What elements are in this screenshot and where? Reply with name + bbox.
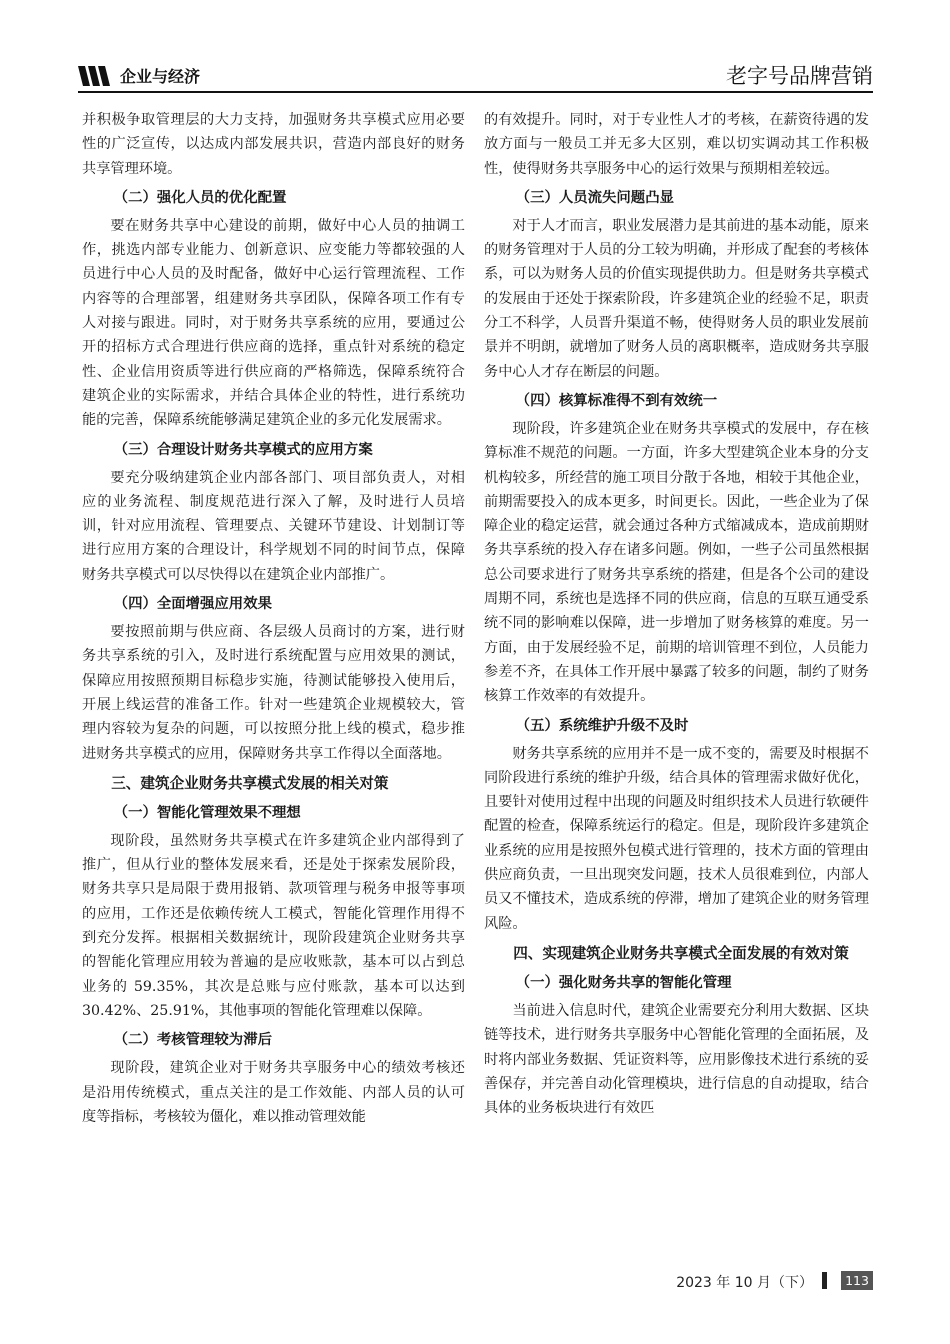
subsection-heading: （一）强化财务共享的智能化管理 [515,974,732,991]
header-rule [78,91,873,93]
subsection-heading: （四）全面增强应用效果 [113,596,272,613]
section-heading: 四、实现建筑企业财务共享模式全面发展的有效对策 [513,944,849,962]
subsection-heading: （二）强化人员的优化配置 [113,189,287,206]
subsection-heading: （三）合理设计财务共享模式的应用方案 [113,441,373,458]
paragraph: 要按照前期与供应商、各层级人员商讨的方案，进行财务共享系统的引入，及时进行系统配置与应用效果的测试，保障应用按照预期目标稳步实施，待测试能够投入使用后，开展上线运营的准备工作。针对一些建筑企业规模较大，管理内容较为复杂的问题，可以按照分批上线的模式，稳步推进财务共享模式的应用，保障财务共享工作得以全面落地。 [82,624,465,762]
left-column [82,108,465,1129]
journal-logo-bars-icon [78,66,118,86]
paragraph: 要在财务共享中心建设的前期，做好中心人员的抽调工作，挑选内部专业能力、创新意识、应变能力等都较强的人员进行中心人员的及时配备，做好中心运行管理流程、工作内容等的合理部署，组建财务共享团队，保障各项工作有专人对接与跟进。同时，对于财务共享系统的应用，要通过公开的招标方式合理进行供应商的选择，重点针对系统的稳定性、企业信用资质等进行供应商的严格筛选，保障系统符合建筑企业的实际需求，并结合具体企业的特性，进行系统功能的完善，保障系统能够满足建筑企业的多元化发展需求。 [82,217,465,429]
section-name: 老字号品牌营销 [726,64,873,88]
page-number: 113 [841,1271,873,1290]
section-heading: 三、建筑企业财务共享模式发展的相关对策 [111,774,389,792]
page-footer [660,1270,875,1294]
paragraph: 要充分吸纳建筑企业内部各部门、项目部负责人，对相应的业务流程、制度规范进行深入了解，及时进行人员培训，针对应用流程、管理要点、关键环节建设、计划制订等进行应用方案的合理设计，科学规划不同的时间节点，保障财务共享模式可以尽快得以在建筑企业内部推广。 [82,469,465,583]
paragraph: 并积极争取管理层的大力支持，加强财务共享模式应用必要性的广泛宣传，以达成内部发展共识，营造内部良好的财务共享管理环境。 [82,112,465,177]
subsection-heading: （五）系统维护升级不及时 [515,717,689,734]
paragraph: 的有效提升。同时，对于专业性人才的考核，在薪资待遇的发放方面与一般员工并无多大区别，难以切实调动其工作积极性，使得财务共享服务中心的运行效果与预期相差较远。 [484,112,869,177]
footer-divider [822,1272,827,1289]
paragraph: 财务共享系统的应用并不是一成不变的，需要及时根据不同阶段进行系统的维护升级，结合具体的管理需求做好优化，且要针对使用过程中出现的问题及时组织技术人员进行软硬件配置的检查，保障系统运行的稳定。但是，现阶段许多建筑企业系统的应用是按照外包模式进行管理的，技术方面的管理由供应商负责，一旦出现突发问题，技术人员很难到位，内部人员又不懂技术，造成系统的停滞，增加了建筑企业的财务管理风险。 [484,745,869,932]
subsection-heading: （一）智能化管理效果不理想 [113,804,301,821]
right-column [484,108,869,1120]
subsection-heading: （四）核算标准得不到有效统一 [515,392,718,409]
subsection-heading: （二）考核管理较为滞后 [113,1032,272,1049]
paragraph: 现阶段，建筑企业对于财务共享服务中心的绩效考核还是沿用传统模式，重点关注的是工作效能、内部人员的认可度等指标，考核较为僵化，难以推动管理效能 [82,1060,465,1125]
paragraph: 现阶段，许多建筑企业在财务共享模式的发展中，存在核算标准不规范的问题。一方面，许多大型建筑企业本身的分支机构较多，所经营的施工项目分散于各地，相较于其他企业，前期需要投入的成本更多，时间更长。因此，一些企业为了保障企业的稳定运营，就会通过各种方式缩减成本，造成前期财务共享系统的投入存在诸多问题。例如，一些子公司虽然根据总公司要求进行了财务共享系统的搭建，但是各个公司的建设周期不同，系统也是选择不同的供应商，信息的互联互通受系统不同的影响难以保障，进一步增加了财务核算的难度。另一方面，由于发展经验不足，前期的培训管理不到位，人员能力参差不齐，在具体工作开展中暴露了较多的问题，制约了财务核算工作效率的有效提升。 [484,420,869,705]
paragraph: 当前进入信息时代，建筑企业需要充分利用大数据、区块链等技术，进行财务共享服务中心智能化管理的全面拓展，及时将内部业务数据、凭证资料等，应用影像技术进行系统的妥善保存，并完善自动化管理模块，进行信息的自动提取，结合具体的业务板块进行有效匹 [484,1002,869,1117]
subsection-heading: （三）人员流失问题凸显 [515,189,674,206]
issue-date: 2023 年 10 月（下） [676,1275,813,1291]
journal-name: 企业与经济 [120,67,201,86]
paragraph: 现阶段，虽然财务共享模式在许多建筑企业内部得到了推广，但从行业的整体发展来看，还是处于探索发展阶段，财务共享只是局限于费用报销、款项管理与税务申报等事项的应用，工作还是依赖传统人工模式，智能化管理作用得不到充分发挥。根据相关数据统计，现阶段建筑企业财务共享的智能化管理应用较为普遍的是应收账款，基本可以占到总业务的 59.35%，其次是总账与应付账款，基本可以达到 30.42%、25.91%，其他事项的智能化管理难以保障。 [82,832,465,1019]
running-header [78,58,873,96]
paragraph: 对于人才而言，职业发展潜力是其前进的基本动能，原来的财务管理对于人员的分工较为明确，并形成了配套的考核体系，可以为财务人员的价值实现提供助力。但是财务共享模式的发展由于还处于探索阶段，许多建筑企业的经验不足，职责分工不科学，人员晋升渠道不畅，使得财务人员的职业发展前景并不明朗，就增加了财务人员的离职概率，造成财务共享服务中心人才存在断层的问题。 [484,217,869,380]
